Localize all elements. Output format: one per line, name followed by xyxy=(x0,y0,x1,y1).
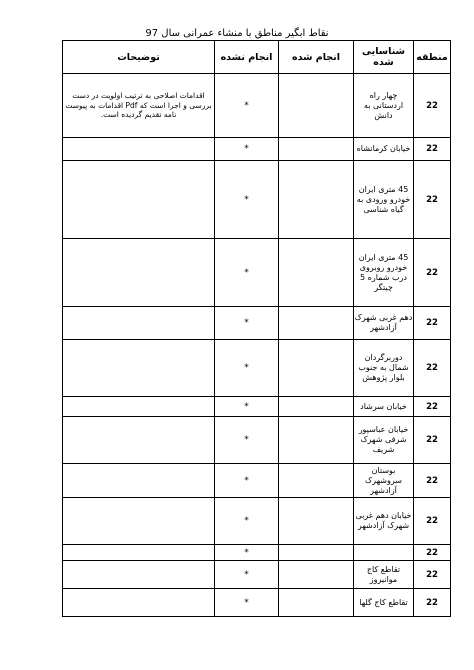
region-cell: 22 xyxy=(414,545,451,561)
table-row xyxy=(63,138,451,161)
mark-cell: * xyxy=(215,561,279,589)
done-cell xyxy=(279,138,354,161)
desc-cell xyxy=(63,589,215,617)
loc-cell: دوربرگردان شمال به جنوب بلوار پژوهش xyxy=(354,340,414,397)
desc-cell xyxy=(63,498,215,545)
done-cell xyxy=(279,464,354,498)
mark-cell: * xyxy=(215,239,279,307)
done-cell xyxy=(279,161,354,239)
loc-cell: خیابان عباسپور شرقی شهرک شریف xyxy=(354,417,414,464)
desc-cell xyxy=(63,397,215,417)
loc-cell: خیابان سرشاد xyxy=(354,397,414,417)
desc-cell xyxy=(63,417,215,464)
done-cell xyxy=(279,589,354,617)
desc-cell xyxy=(63,161,215,239)
desc-cell xyxy=(63,464,215,498)
mark-cell: * xyxy=(215,307,279,340)
header-description: توضیحات xyxy=(63,41,215,74)
table-row xyxy=(63,464,451,498)
region-cell: 22 xyxy=(414,138,451,161)
region-cell: 22 xyxy=(414,340,451,397)
mark-cell: * xyxy=(215,397,279,417)
done-cell xyxy=(279,239,354,307)
table-row xyxy=(63,498,451,545)
region-cell: 22 xyxy=(414,417,451,464)
desc-cell xyxy=(63,239,215,307)
region-cell: 22 xyxy=(414,161,451,239)
table-row xyxy=(63,340,451,397)
loc-cell: 45 متری ایران خودرو روبروی درب شماره 5 چیتگر xyxy=(354,239,414,307)
table-row xyxy=(63,307,451,340)
page-title: نقاط ابگیر مناطق با منشاء عمرانی سال 97 xyxy=(145,28,329,39)
loc-cell: خیابان دهم غربی شهرک آزادشهر xyxy=(354,498,414,545)
desc-cell xyxy=(63,545,215,561)
mark-cell: * xyxy=(215,138,279,161)
region-cell: 22 xyxy=(414,74,451,138)
desc-cell xyxy=(63,340,215,397)
table-row xyxy=(63,545,451,561)
done-cell xyxy=(279,397,354,417)
mark-cell: * xyxy=(215,589,279,617)
desc-cell xyxy=(63,561,215,589)
table-row xyxy=(63,74,451,138)
mark-cell: * xyxy=(215,498,279,545)
header-not-done: انجام نشده xyxy=(215,41,279,74)
mark-cell: * xyxy=(215,464,279,498)
region-cell: 22 xyxy=(414,307,451,340)
desc-cell: اقدامات اصلاحی به ترتیب اولویت در دست بررسی و اجرا است که Pdf اقدامات به پیوست نامه تقدیم گردیده است. xyxy=(63,74,215,138)
loc-cell xyxy=(354,545,414,561)
header-region: منطقه xyxy=(414,41,451,74)
done-cell xyxy=(279,340,354,397)
header-location: شناسایی شده xyxy=(354,41,414,74)
table-row xyxy=(63,589,451,617)
loc-cell: بوستان سروشهرک آزادشهر xyxy=(354,464,414,498)
mark-cell: * xyxy=(215,417,279,464)
mark-cell: * xyxy=(215,161,279,239)
region-cell: 22 xyxy=(414,464,451,498)
region-cell: 22 xyxy=(414,498,451,545)
desc-cell xyxy=(63,307,215,340)
region-cell: 22 xyxy=(414,397,451,417)
table-row xyxy=(63,161,451,239)
mark-cell: * xyxy=(215,340,279,397)
mark-cell: * xyxy=(215,74,279,138)
region-cell: 22 xyxy=(414,589,451,617)
done-cell xyxy=(279,307,354,340)
loc-cell: چهار راه اردستانی به دانش xyxy=(354,74,414,138)
done-cell xyxy=(279,417,354,464)
table-row xyxy=(63,239,451,307)
loc-cell: دهم غربی شهرک آزادشهر xyxy=(354,307,414,340)
table-body xyxy=(63,74,451,617)
mark-cell: * xyxy=(215,545,279,561)
done-cell xyxy=(279,545,354,561)
region-cell: 22 xyxy=(414,561,451,589)
loc-cell: تقاطع کاج موانیروز xyxy=(354,561,414,589)
done-cell xyxy=(279,74,354,138)
desc-cell xyxy=(63,138,215,161)
data-table xyxy=(62,40,451,617)
loc-cell: خیابان کرمانشاه xyxy=(354,138,414,161)
region-cell: 22 xyxy=(414,239,451,307)
header-row xyxy=(63,41,451,74)
table-row xyxy=(63,561,451,589)
header-done: انجام شده xyxy=(279,41,354,74)
done-cell xyxy=(279,561,354,589)
done-cell xyxy=(279,498,354,545)
loc-cell: 45 متری ایران خودرو ورودی به گیاه شناسی xyxy=(354,161,414,239)
table-row xyxy=(63,417,451,464)
table-row xyxy=(63,397,451,417)
loc-cell: تقاطع کاج گلها xyxy=(354,589,414,617)
